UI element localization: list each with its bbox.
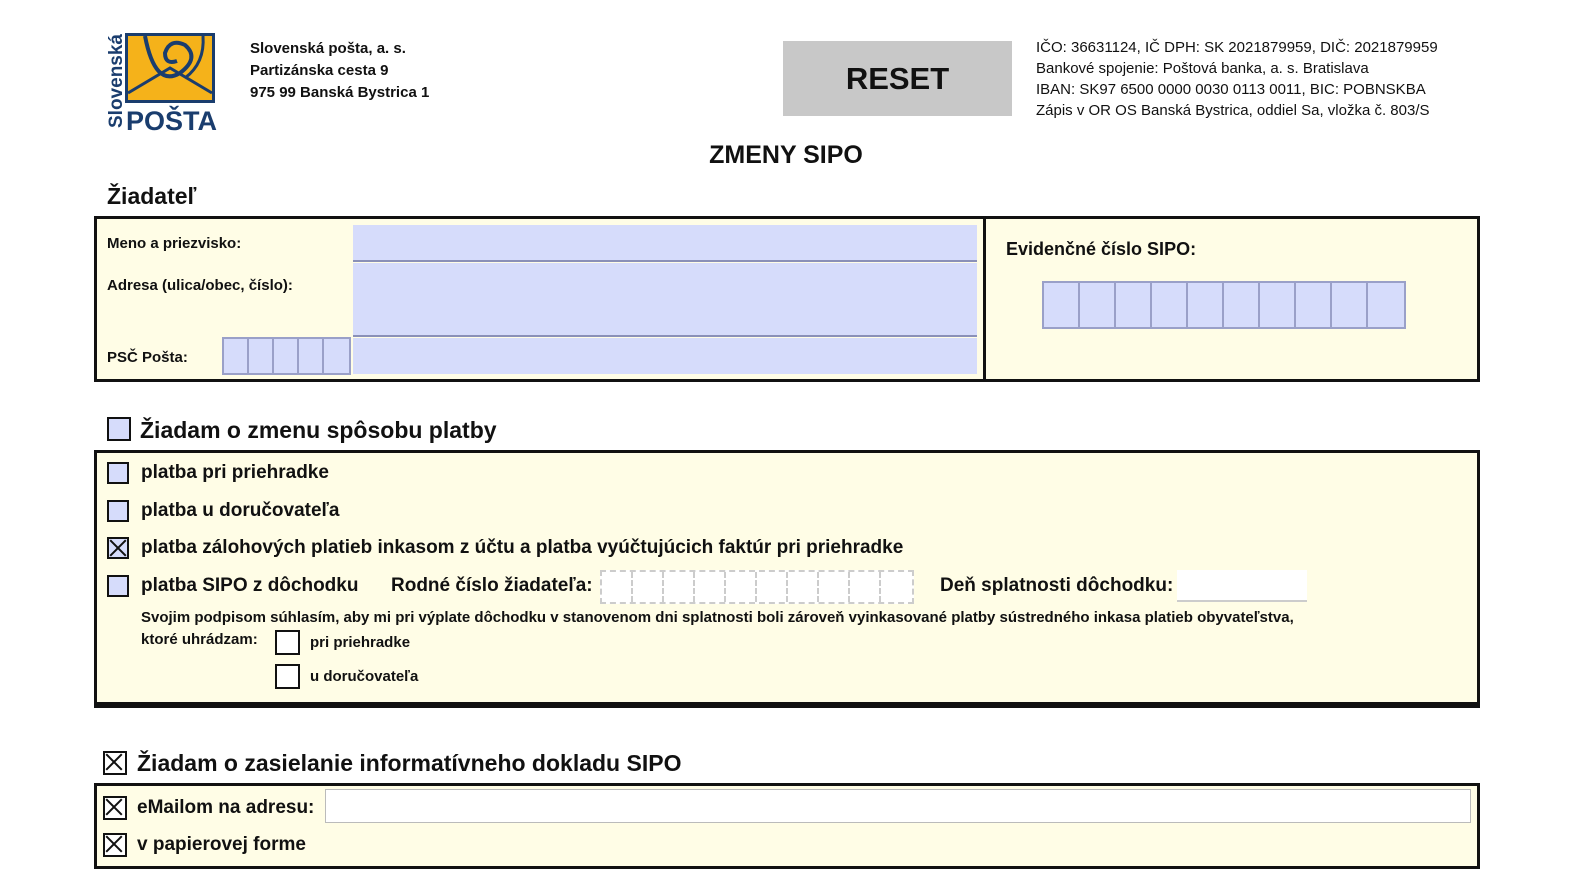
sipo-number-panel [983, 216, 1480, 382]
sipo-number-input[interactable] [1042, 281, 1406, 329]
company-address [250, 38, 429, 104]
pension-courier-checkbox[interactable] [275, 664, 300, 689]
paper-label: v papierovej forme [137, 834, 306, 855]
payment-option-pension-label: platba SIPO z dôchodku [141, 575, 359, 596]
payment-option-courier-label: platba u doručovateľa [141, 500, 340, 521]
psc-input[interactable] [222, 337, 351, 375]
payment-option-direct-debit-label: platba zálohových platieb inkasom z účtu a platba vyúčtujúcich faktúr pri priehradke [141, 537, 904, 558]
post-office-input[interactable] [353, 338, 977, 374]
company-city: 975 99 Banská Bystrica 1 [250, 84, 430, 101]
email-label: eMailom na adresu: [137, 797, 315, 818]
company-info [1036, 37, 1438, 121]
paper-checkbox[interactable] [103, 833, 127, 857]
post-horn-logo-icon [125, 33, 215, 103]
email-input[interactable] [325, 789, 1471, 823]
due-day-input[interactable] [1177, 570, 1307, 602]
applicant-panel [94, 216, 986, 382]
company-ids: IČO: 36631124, IČ DPH: SK 2021879959, DIČ: 2021879959 [1036, 39, 1438, 56]
payment-change-heading: Žiadam o zmenu spôsobu platby [140, 417, 497, 443]
consent-text-line1: Svojim podpisom súhlasím, aby mi pri výplate dôchodku v stanovenom dni splatnosti boli zároveň vyinkasované platby sústredného inkasa platieb obyvateľstva, [141, 609, 1294, 626]
payment-option-counter-checkbox[interactable] [107, 462, 129, 484]
pension-courier-label: u doručovateľa [310, 668, 419, 685]
iban-info: IBAN: SK97 6500 0000 0030 0113 0011, BIC: POBNSKBA [1036, 81, 1426, 98]
logo-posta-text: POŠTA [126, 106, 218, 136]
consent-text-line2: ktoré uhrádzam: [141, 631, 258, 648]
psc-label: PSČ Pošta: [107, 349, 188, 366]
applicant-heading: Žiadateľ [107, 183, 197, 209]
address-input[interactable] [353, 263, 977, 337]
due-day-label: Deň splatnosti dôchodku: [940, 575, 1174, 596]
sipo-number-label: Evidenčné číslo SIPO: [1006, 239, 1197, 259]
payment-change-checkbox[interactable] [107, 417, 131, 441]
pension-counter-label: pri priehradke [310, 634, 411, 651]
birth-number-input[interactable] [600, 570, 914, 604]
birth-number-label: Rodné číslo žiadateľa: [391, 575, 593, 596]
name-input[interactable] [353, 225, 977, 262]
pension-counter-checkbox[interactable] [275, 630, 300, 655]
page-title: ZMENY SIPO [709, 141, 863, 169]
payment-option-counter-label: platba pri priehradke [141, 462, 329, 483]
logo-vertical-text: Slovenská [106, 34, 127, 128]
reset-button[interactable]: RESET [783, 41, 1012, 116]
email-checkbox[interactable] [103, 796, 127, 820]
payment-option-pension-checkbox[interactable] [107, 575, 129, 597]
payment-option-courier-checkbox[interactable] [107, 500, 129, 522]
company-street: Partizánska cesta 9 [250, 62, 389, 79]
company-name: Slovenská pošta, a. s. [250, 40, 406, 57]
bank-info: Bankové spojenie: Poštová banka, a. s. Bratislava [1036, 60, 1369, 77]
address-label: Adresa (ulica/obec, číslo): [107, 277, 293, 294]
info-doc-heading: Žiadam o zasielanie informatívneho dokladu SIPO [137, 750, 682, 776]
info-doc-checkbox[interactable] [103, 751, 127, 775]
registry-info: Zápis v OR OS Banská Bystrica, oddiel Sa, vložka č. 803/S [1036, 102, 1430, 119]
name-label: Meno a priezvisko: [107, 235, 242, 252]
payment-option-direct-debit-checkbox[interactable] [107, 537, 129, 559]
